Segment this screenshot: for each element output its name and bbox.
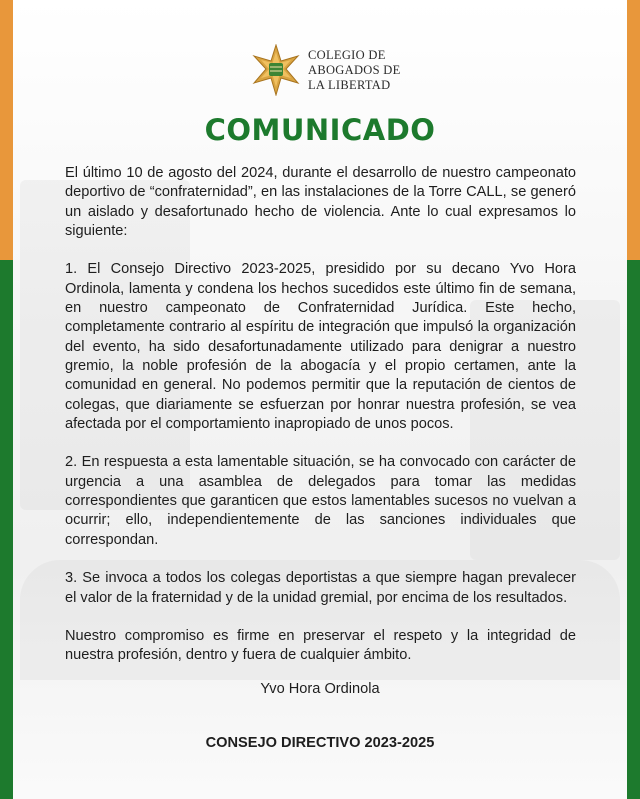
logo-line-3: LA LIBERTAD bbox=[308, 77, 391, 92]
footer-signatory: CONSEJO DIRECTIVO 2023-2025 bbox=[205, 735, 435, 751]
header-logo bbox=[250, 44, 401, 96]
paragraph-point-2: 2. En respuesta a esta lamentable situación, se ha convocado con carácter de urgencia a una asamblea de delegados para tomar las medidas correspondientes que garanticen que estos lamentables sucesos no vuelvan a ocurrir; ello, independientemente de las sanciones individuales que correspondan. bbox=[65, 454, 576, 548]
star-emblem-icon bbox=[250, 44, 302, 96]
right-green-segment bbox=[627, 260, 640, 799]
paragraph-closing: Nuestro compromiso es firme en preservar el respeto y la integridad de nuestra profesión, dentro y fuera de cualquier ámbito. bbox=[65, 628, 576, 664]
communique-body bbox=[65, 164, 576, 685]
logo-line-1: COLEGIO DE bbox=[308, 47, 386, 62]
paragraph-point-1: 1. El Consejo Directivo 2023-2025, presidido por su decano Yvo Hora Ordinola, lamenta y condena los hechos sucedidos este último fin de semana, en nuestro campeonato de Confraternidad Jurídica. Este hecho, completamente contrario al espíritu de integración que impulsó la organización del evento, ha sido desafortunadamente utilizado para denigrar a nuestro gremio, la noble profesión de la abogacía y el propio certamen, ante la comunidad en general. No podemos permitir que la reputación de cientos de colegas, que diariamente se esfuerzan por honrar nuestra profesión, se vea afectada por el comportamiento inapropiado de unos pocos. bbox=[65, 261, 576, 432]
page-title: COMUNICADO bbox=[204, 113, 436, 147]
paragraph-point-3: 3. Se invoca a todos los colegas deportistas a que siempre hagan prevalecer el valor de la fraternidad y de la unidad gremial, por encima de los resultados. bbox=[65, 570, 576, 606]
signature-name: Yvo Hora Ordinola bbox=[260, 681, 380, 697]
paragraph-intro: El último 10 de agosto del 2024, durante el desarrollo de nuestro campeonato deportivo de “confraternidad”, en las instalaciones de la Torre CALL, se generó un aislado y desafortunado hecho de violencia. Ante lo cual expresamos lo siguiente: bbox=[65, 165, 576, 239]
logo-wordmark bbox=[308, 48, 401, 93]
left-green-segment bbox=[0, 260, 13, 799]
logo-line-2: ABOGADOS DE bbox=[308, 62, 401, 77]
